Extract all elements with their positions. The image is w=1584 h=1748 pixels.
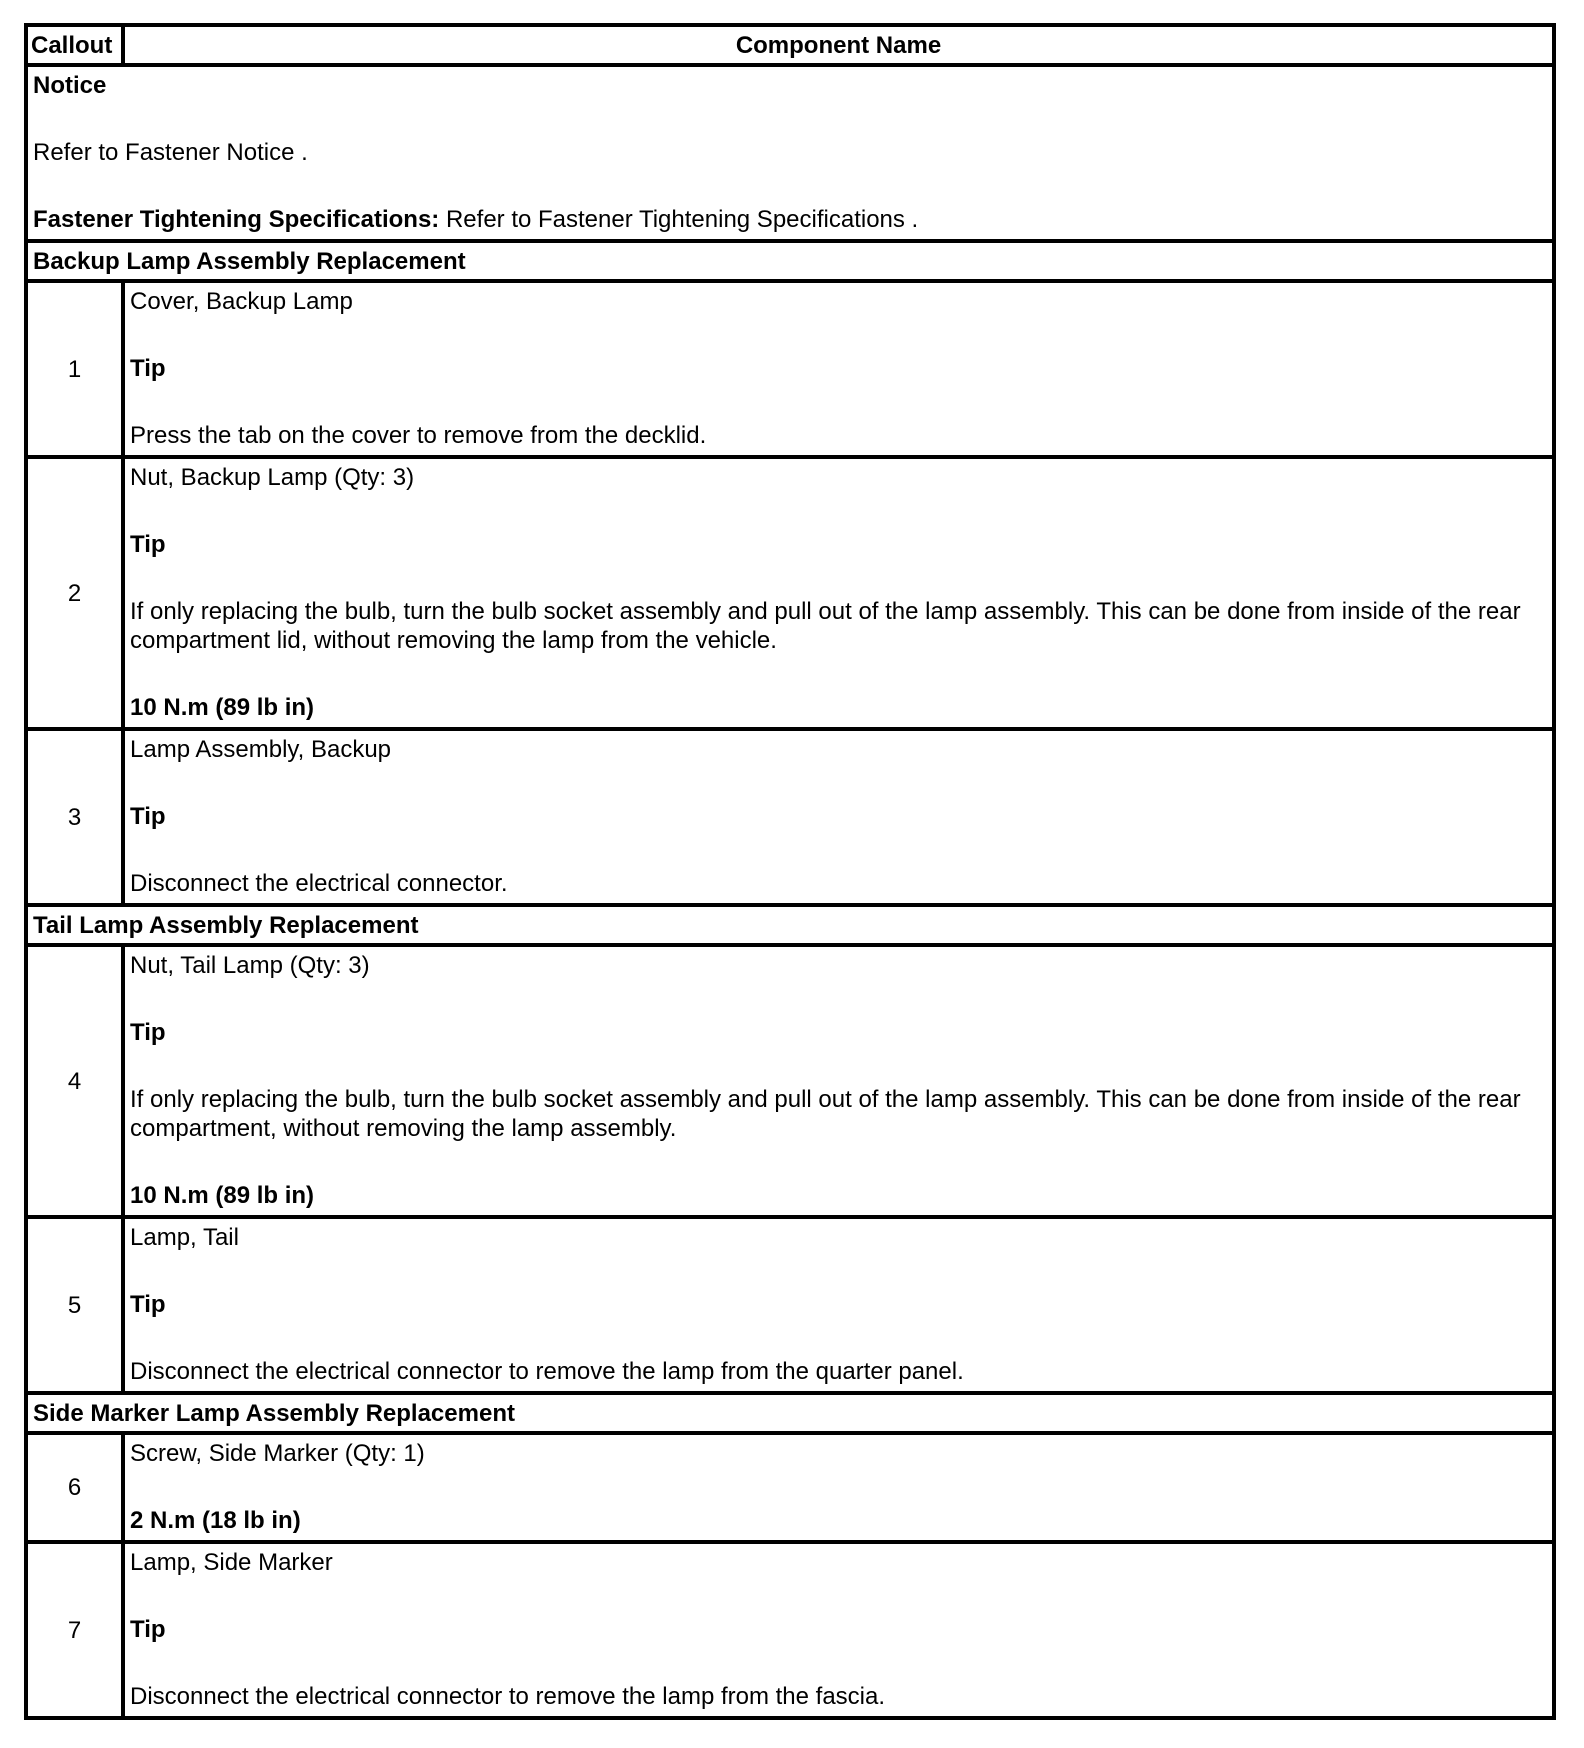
tip-text: If only replacing the bulb, turn the bulb socket assembly and pull out of the lamp assembly. This can be done from inside of the rear compartment lid, without removing the lamp from the vehicle. <box>130 598 1521 654</box>
component-name: Nut, Tail Lamp (Qty: 3) <box>130 952 370 979</box>
component-name: Screw, Side Marker (Qty: 1) <box>130 1440 425 1467</box>
tip-label: Tip <box>130 531 166 558</box>
callout-number: 4 <box>26 945 123 1217</box>
torque-spec: 10 N.m (89 lb in) <box>130 1182 315 1209</box>
callout-number: 5 <box>26 1217 123 1393</box>
tip-label: Tip <box>130 1616 166 1643</box>
section-title: Side Marker Lamp Assembly Replacement <box>26 1393 1554 1433</box>
callout-number: 7 <box>26 1542 123 1718</box>
section-title: Tail Lamp Assembly Replacement <box>26 905 1554 945</box>
torque-spec: 10 N.m (89 lb in) <box>130 694 315 721</box>
tip-label: Tip <box>130 1019 166 1046</box>
callout-number: 2 <box>26 457 123 729</box>
header-row <box>26 25 1554 65</box>
section-header-row <box>26 905 1554 945</box>
table-row <box>26 457 1554 729</box>
section-header-row <box>26 241 1554 281</box>
table-row <box>26 729 1554 905</box>
notice-spec-label: Fastener Tightening Specifications: <box>33 206 440 233</box>
callout-number: 1 <box>26 281 123 457</box>
component-name: Lamp Assembly, Backup <box>130 736 392 763</box>
component-name: Nut, Backup Lamp (Qty: 3) <box>130 464 415 491</box>
component-name: Lamp, Side Marker <box>130 1549 333 1576</box>
tip-text: Disconnect the electrical connector to remove the lamp from the fascia. <box>130 1683 886 1710</box>
tip-label: Tip <box>130 803 166 830</box>
component-table <box>24 23 1556 1720</box>
notice-title: Notice <box>33 72 107 99</box>
callout-header: Callout <box>26 25 123 65</box>
table-row <box>26 1217 1554 1393</box>
notice-spec-text: Refer to Fastener Tightening Specifications . <box>439 206 919 233</box>
notice-cell <box>26 65 1554 241</box>
component-cell <box>123 1217 1554 1393</box>
tip-label: Tip <box>130 355 166 382</box>
notice-spec <box>33 201 1547 239</box>
section-title: Backup Lamp Assembly Replacement <box>26 241 1554 281</box>
component-name: Cover, Backup Lamp <box>130 288 353 315</box>
tip-text: Disconnect the electrical connector. <box>130 870 508 897</box>
component-cell <box>123 281 1554 457</box>
component-cell <box>123 1542 1554 1718</box>
component-cell <box>123 729 1554 905</box>
torque-spec: 2 N.m (18 lb in) <box>130 1507 301 1534</box>
tip-text: Press the tab on the cover to remove from the decklid. <box>130 422 707 449</box>
callout-number: 3 <box>26 729 123 905</box>
component-cell <box>123 457 1554 729</box>
notice-row <box>26 65 1554 241</box>
callout-number: 6 <box>26 1433 123 1542</box>
table-row <box>26 281 1554 457</box>
component-name: Lamp, Tail <box>130 1224 239 1251</box>
tip-text: If only replacing the bulb, turn the bulb socket assembly and pull out of the lamp assembly. This can be done from inside of the rear compartment, without removing the lamp assembly. <box>130 1086 1521 1142</box>
table-row <box>26 1542 1554 1718</box>
component-name-header: Component Name <box>123 25 1554 65</box>
section-header-row <box>26 1393 1554 1433</box>
component-cell <box>123 1433 1554 1542</box>
tip-text: Disconnect the electrical connector to remove the lamp from the quarter panel. <box>130 1358 964 1385</box>
notice-text: Refer to Fastener Notice . <box>33 139 308 166</box>
component-cell <box>123 945 1554 1217</box>
table-row <box>26 945 1554 1217</box>
tip-label: Tip <box>130 1291 166 1318</box>
table-row <box>26 1433 1554 1542</box>
